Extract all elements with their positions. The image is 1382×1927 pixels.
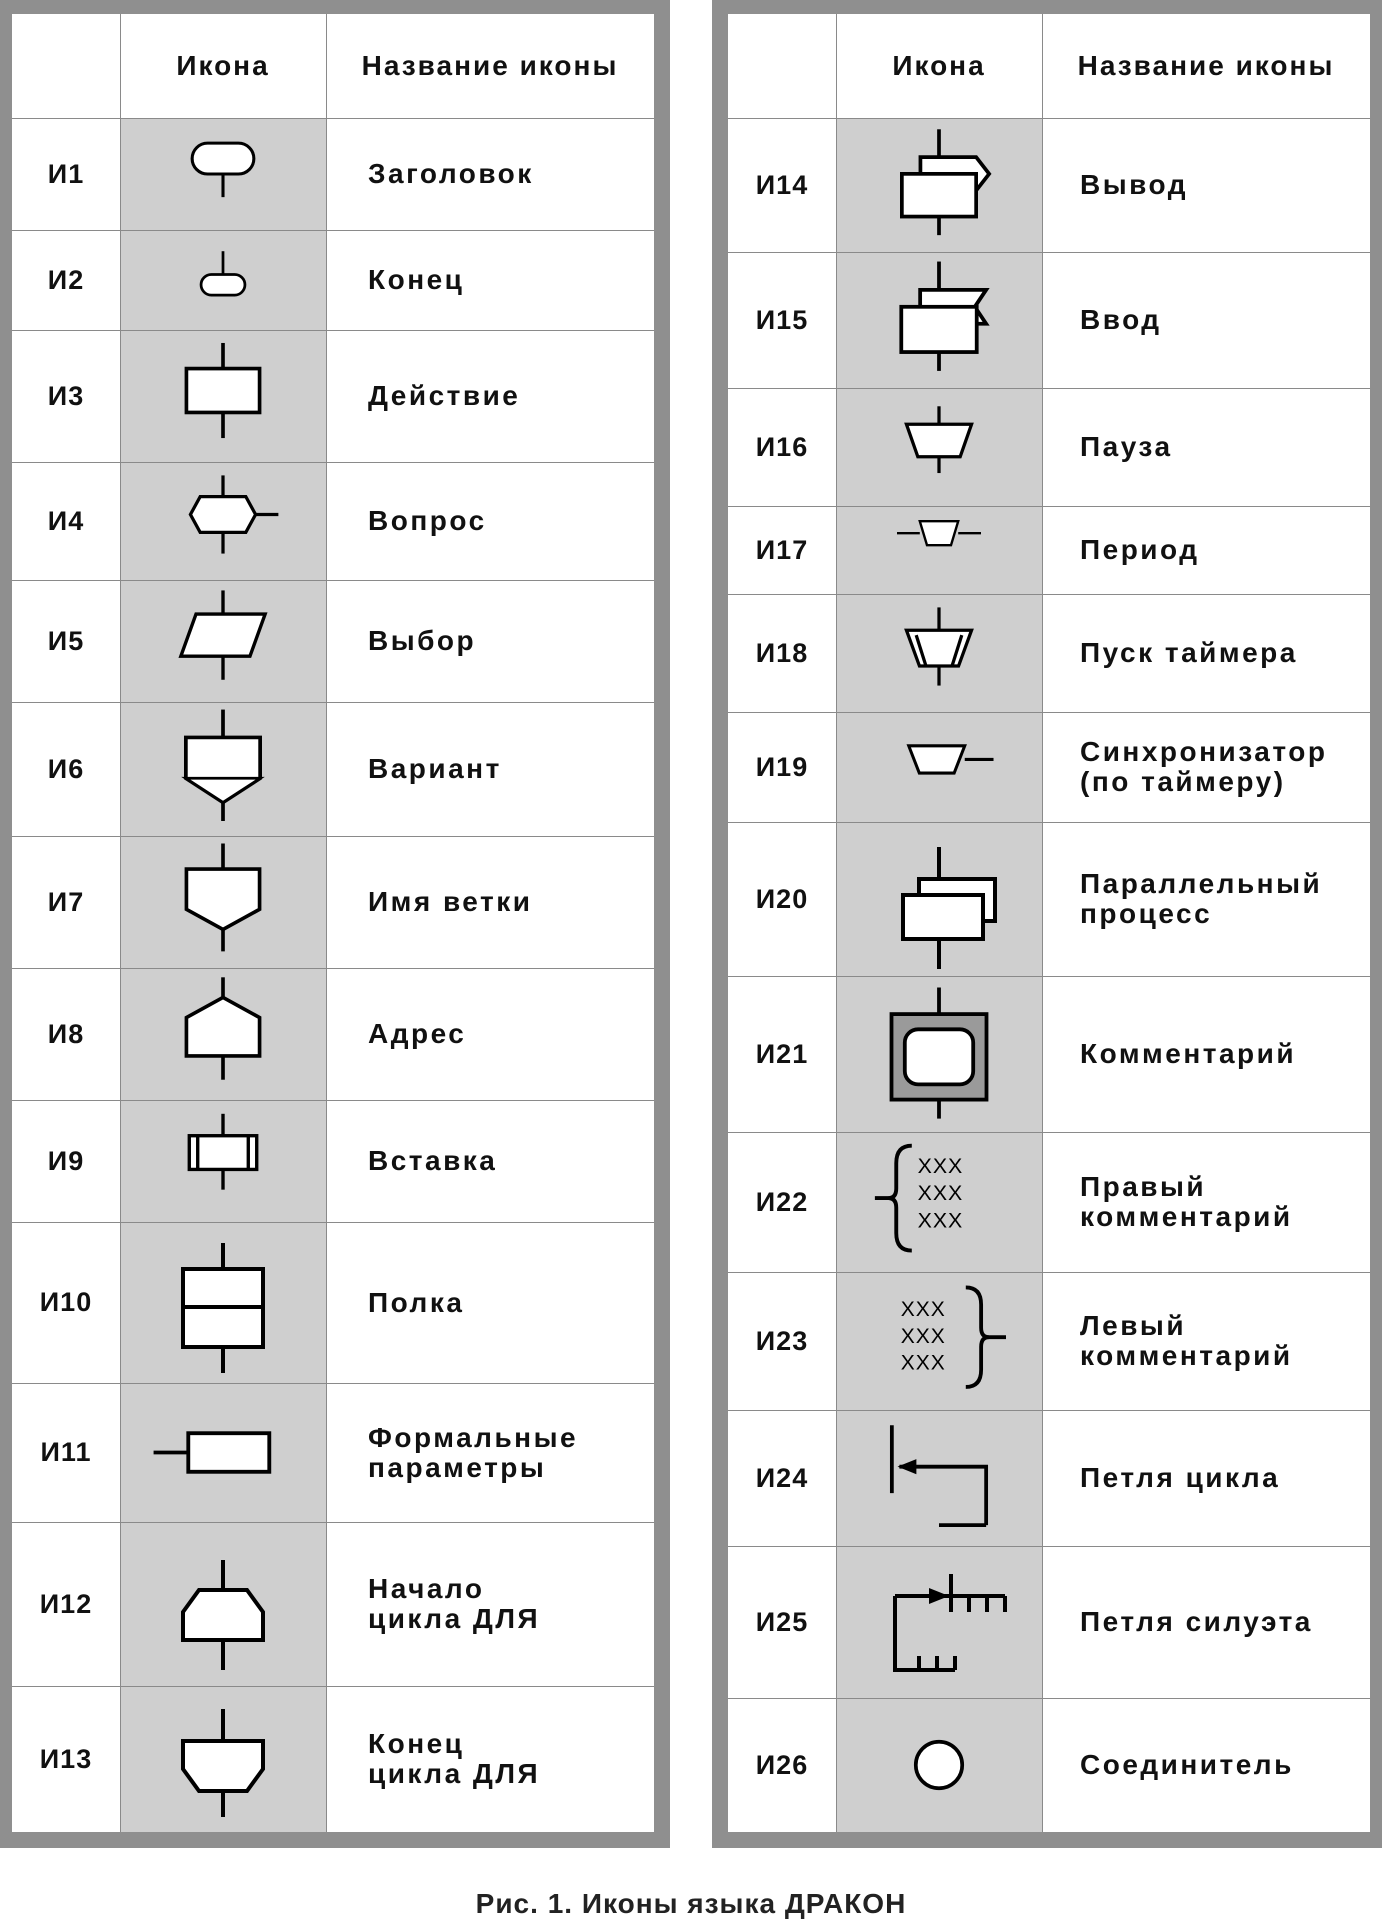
synchronizer-icon-drawing (839, 714, 1039, 820)
table-row (12, 580, 654, 702)
icon-id: И7 (47, 886, 85, 917)
icon-name: Выбор (368, 625, 477, 656)
table-row (12, 1100, 654, 1222)
header-icon: Икона (892, 50, 986, 81)
variant-icon (120, 702, 326, 836)
parallel-process-icon (836, 822, 1042, 976)
svg-text:XXX: XXX (900, 1298, 946, 1322)
table-row (728, 1272, 1370, 1410)
icon-id: И9 (47, 1145, 85, 1176)
formal-parameters-icon-drawing (123, 1385, 323, 1520)
parallel-process-icon-drawing (839, 829, 1039, 969)
table-row (728, 506, 1370, 594)
icon-name: Параллельный процесс (1080, 868, 1323, 929)
right-table-frame (712, 0, 1382, 1848)
icon-id: И1 (47, 158, 85, 189)
icon-name: Действие (368, 380, 521, 411)
icon-id: И4 (47, 505, 85, 536)
icon-name: Период (1080, 534, 1200, 565)
icon-name: Пуск таймера (1080, 637, 1298, 668)
icon-name: Петля цикла (1080, 1462, 1281, 1493)
icon-name: Конец (368, 264, 465, 295)
icon-name: Комментарий (1080, 1038, 1297, 1069)
title-icon (120, 118, 326, 230)
comment-icon-drawing (839, 978, 1039, 1130)
output-icon-drawing (839, 120, 1039, 250)
icon-name: Вариант (368, 753, 502, 784)
icon-name: Синхронизатор (по таймеру) (1080, 736, 1328, 797)
icon-name: Вставка (368, 1145, 498, 1176)
icon-id: И13 (39, 1743, 93, 1774)
choice-icon (120, 580, 326, 702)
header-icon-name: Название иконы (361, 50, 619, 81)
icon-name: Заголовок (368, 158, 534, 189)
icon-id: И11 (40, 1437, 92, 1467)
question-icon (120, 462, 326, 580)
table-row (728, 1132, 1370, 1272)
question-icon-drawing (123, 464, 323, 578)
table-row (728, 1698, 1370, 1832)
table-row (728, 252, 1370, 388)
table-row (12, 1686, 654, 1832)
table-row (728, 712, 1370, 822)
table-row (12, 330, 654, 462)
svg-text:XXX: XXX (917, 1208, 964, 1233)
insertion-icon (120, 1100, 326, 1222)
table-row (728, 976, 1370, 1132)
icon-id: И10 (39, 1287, 93, 1317)
svg-text:XXX: XXX (900, 1351, 946, 1375)
variant-icon-drawing (123, 704, 323, 834)
for-loop-end-icon-drawing (123, 1689, 323, 1829)
icon-name: Пауза (1080, 431, 1173, 462)
icon-id: И3 (47, 380, 85, 411)
icon-name: Петля силуэта (1080, 1606, 1313, 1637)
action-icon-drawing (123, 332, 323, 460)
svg-text:XXX: XXX (917, 1153, 964, 1178)
table-row (728, 1546, 1370, 1698)
silhouette-loop-icon-drawing (839, 1552, 1039, 1692)
right-table (728, 14, 1370, 1832)
choice-icon-drawing (123, 582, 323, 700)
icon-id: И24 (755, 1462, 809, 1493)
timer-start-icon (836, 594, 1042, 712)
synchronizer-icon (836, 712, 1042, 822)
table-row (728, 118, 1370, 252)
loop-icon-drawing (839, 1412, 1039, 1544)
left-table-frame (0, 0, 670, 1848)
icon-id: И25 (755, 1606, 809, 1637)
table-row (12, 836, 654, 968)
icon-name: Ввод (1080, 304, 1162, 335)
icon-id: И19 (755, 751, 809, 782)
icon-name: Правый комментарий (1080, 1171, 1293, 1232)
icon-id: И14 (755, 169, 809, 200)
icon-name: Соединитель (1080, 1749, 1294, 1780)
end-icon (120, 230, 326, 330)
right-comment-icon (836, 1132, 1042, 1272)
for-loop-start-icon (120, 1522, 326, 1686)
icon-id: И8 (47, 1018, 85, 1049)
action-icon (120, 330, 326, 462)
input-icon-drawing (839, 254, 1039, 386)
table-row (728, 594, 1370, 712)
icon-name: Конец цикла ДЛЯ (368, 1728, 541, 1789)
table-row (12, 1222, 654, 1383)
address-icon (120, 968, 326, 1100)
pause-icon-drawing (839, 390, 1039, 504)
insertion-icon-drawing (123, 1102, 323, 1220)
icon-id: И15 (755, 304, 809, 335)
output-icon (836, 118, 1042, 252)
table-row (728, 1410, 1370, 1546)
table-row (12, 230, 654, 330)
figure-caption: Рис. 1. Иконы языка ДРАКОН (475, 1888, 907, 1919)
formal-parameters-icon (120, 1383, 326, 1522)
branch-name-icon (120, 836, 326, 968)
table-row (12, 1383, 654, 1522)
title-icon-drawing (123, 120, 323, 228)
left-table (12, 14, 654, 1832)
connector-icon (836, 1698, 1042, 1832)
input-icon (836, 252, 1042, 388)
icon-id: И16 (755, 431, 809, 462)
icon-id: И6 (47, 753, 85, 784)
header-icon: Икона (176, 50, 270, 81)
for-loop-start-icon-drawing (123, 1534, 323, 1674)
icon-name: Левый комментарий (1080, 1310, 1293, 1371)
icon-name: Начало цикла ДЛЯ (368, 1573, 541, 1634)
shelf-icon-drawing (123, 1233, 323, 1373)
icon-id: И23 (755, 1325, 809, 1356)
table-row (12, 118, 654, 230)
timer-start-icon-drawing (839, 596, 1039, 710)
right-comment-icon-drawing (839, 1134, 1039, 1270)
period-icon (836, 506, 1042, 594)
table-row (12, 462, 654, 580)
header-icon-name: Название иконы (1077, 50, 1335, 81)
icon-name: Формальные параметры (368, 1421, 579, 1483)
icon-id: И21 (755, 1038, 809, 1069)
comment-icon (836, 976, 1042, 1132)
svg-text:XXX: XXX (917, 1181, 964, 1206)
left-comment-icon-drawing (839, 1274, 1039, 1408)
branch-name-icon-drawing (123, 838, 323, 966)
loop-icon (836, 1410, 1042, 1546)
for-loop-end-icon (120, 1686, 326, 1832)
icon-id: И22 (755, 1186, 809, 1217)
icon-name: Полка (368, 1286, 465, 1318)
connector-icon-drawing (839, 1700, 1039, 1830)
icon-id: И26 (755, 1749, 809, 1780)
icon-id: И20 (755, 883, 809, 914)
period-icon-drawing (839, 508, 1039, 592)
address-icon-drawing (123, 970, 323, 1098)
table-row (12, 1522, 654, 1686)
end-icon-drawing (123, 232, 323, 328)
icon-id: И18 (755, 637, 809, 668)
shelf-icon (120, 1222, 326, 1383)
silhouette-loop-icon (836, 1546, 1042, 1698)
icon-id: И2 (47, 264, 85, 295)
table-row (12, 968, 654, 1100)
icon-name: Вывод (1080, 169, 1188, 200)
table-row (728, 822, 1370, 976)
pause-icon (836, 388, 1042, 506)
table-row (12, 702, 654, 836)
icon-id: И5 (47, 625, 85, 656)
icon-name: Вопрос (368, 505, 487, 536)
icon-name: Адрес (368, 1018, 467, 1049)
svg-text:XXX: XXX (900, 1324, 946, 1348)
icon-id: И12 (39, 1588, 93, 1619)
table-row (728, 388, 1370, 506)
left-comment-icon (836, 1272, 1042, 1410)
icon-id: И17 (755, 534, 809, 565)
icon-name: Имя ветки (368, 886, 533, 917)
